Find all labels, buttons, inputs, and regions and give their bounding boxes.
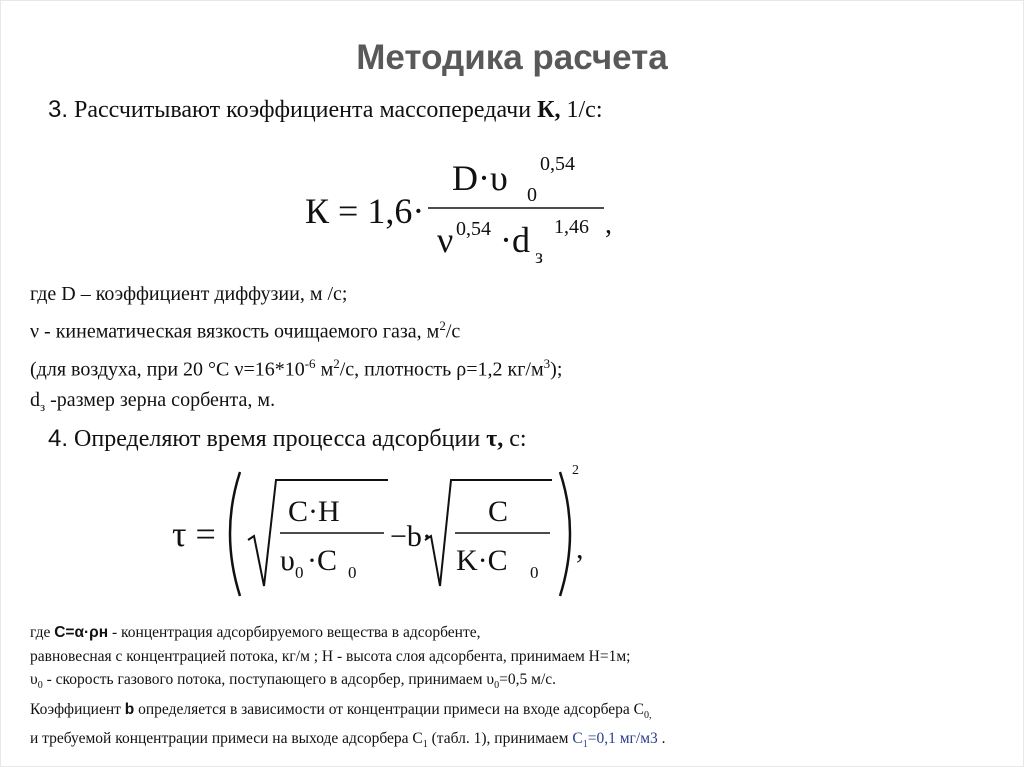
step-4-heading: [48, 425, 527, 453]
formula1-numerator-exp: 0,54: [540, 153, 575, 175]
step-4-unit: с:: [503, 426, 527, 452]
formula2-rad1-den-base: υ: [280, 544, 295, 577]
formula2-lhs: τ =: [172, 514, 216, 554]
formula2-rad1-den-mid: ·C: [307, 544, 337, 577]
definition-coefficient-b: Коэффициент b определяется в зависимости от концентрации примеси на входе адсорбера $С_{0,}$: [30, 700, 652, 721]
formula2-rad2-den-sub: 0: [530, 563, 539, 582]
definition-air-properties: (для воздуха, при 20 °С $\nu=16*10^{-6}$ $м^2/с$, плотность ρ=1,2 $кг/м^3$);: [30, 355, 563, 381]
formula-adsorption-time: [170, 458, 600, 613]
formula1-trailing-comma: ,: [605, 209, 612, 240]
step-3-heading: [48, 96, 603, 124]
step-4-number: 4.: [48, 425, 69, 452]
formula2-rad1-numerator: C·H: [288, 495, 340, 528]
formula-mass-transfer: [300, 145, 630, 275]
formula1-numerator-base: D·υ: [452, 158, 508, 198]
step-4-symbol: τ,: [486, 426, 504, 452]
formula1-denominator-nu-exp: 0,54: [456, 218, 491, 240]
definition-gas-velocity: $\upsilon_0$ - скорость газового потока, поступающего в адсорбер, принимаем $\upsilon_0=0,5$ м/с.: [30, 671, 557, 692]
formula2-rad1-den-sub: 0: [295, 563, 304, 582]
step-3-unit: 1/с:: [560, 97, 603, 123]
formula1-lhs: К = 1,6·: [305, 191, 425, 231]
formula2-rad2-den-base: K·C: [456, 544, 508, 577]
formula2-minus-b: −b·: [390, 520, 432, 553]
formula-mass-transfer-svg: [300, 145, 630, 270]
formula1-numerator-sub: 0: [527, 184, 537, 206]
step-3-text: Рассчитывают коэффициента массопередачи: [74, 97, 538, 123]
definitions-block-1: [30, 279, 562, 422]
formula-adsorption-time-svg: [170, 458, 600, 608]
step-4-text: Определяют время процесса адсорбции: [74, 426, 487, 452]
formula2-left-paren: [230, 472, 240, 596]
formula2-rad1-den-sub2: 0: [348, 563, 357, 582]
definition-viscosity: ν - кинематическая вязкость очищаемого газа, $м^2/с$: [30, 318, 461, 343]
definition-grain-size: $d_з$ -размер зерна сорбента, м.: [30, 389, 276, 415]
definition-concentration: где С=α·ρн - концентрация адсорбируемого вещества в адсорбенте,: [30, 624, 481, 641]
formula2-trailing-comma: ,: [576, 532, 584, 565]
definition-diffusion: где D – коэффициент диффузии, м /с;: [30, 283, 348, 305]
formula1-denominator-nu: ν: [437, 220, 454, 260]
step-3-symbol: К,: [537, 97, 561, 123]
formula1-denominator-dot: ·d: [500, 220, 530, 260]
formula1-denominator-exp: 1,46: [554, 216, 589, 238]
formula1-denominator-sub: з: [535, 246, 543, 268]
slide-title: Методика расчета: [356, 38, 668, 77]
step-3-number: 3.: [48, 96, 69, 123]
formula2-exponent: 2: [572, 463, 579, 478]
definitions-block-2: [30, 621, 666, 757]
definition-layer-height: равновесная с концентрацией потока, кг/м ; Н - высота слоя адсорбента, принимаем Н=1м;: [30, 647, 631, 665]
definition-output-concentration: и требуемой концентрации примеси на выходе адсорбера $С_1$ (табл. 1), принимаем $С_1=0,1$ мг/м3 .: [30, 730, 666, 751]
formula2-right-paren: [560, 472, 570, 596]
formula2-rad2-numerator: C: [488, 495, 509, 528]
